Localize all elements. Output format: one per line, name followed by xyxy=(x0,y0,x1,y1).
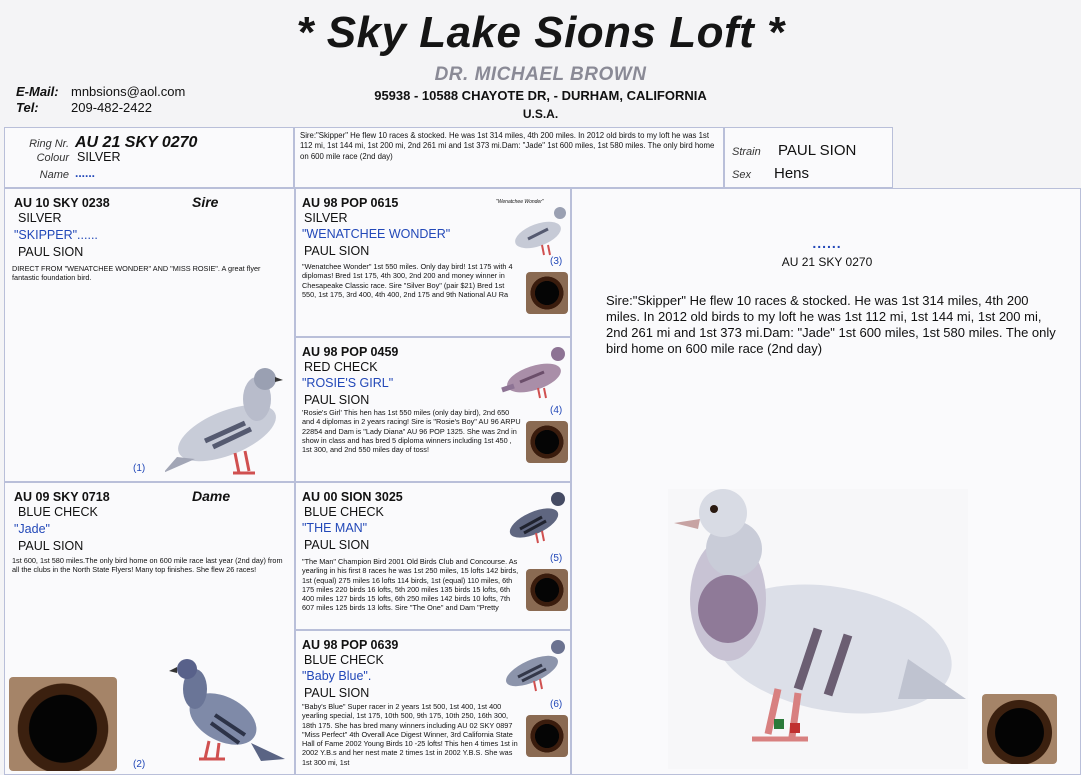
email-value[interactable]: mnbsions@aol.com xyxy=(71,84,186,99)
dam-ring: AU 09 SKY 0718 xyxy=(14,490,110,504)
summary-box xyxy=(294,127,724,188)
loft-title: * Sky Lake Sions Loft * xyxy=(296,8,785,57)
strain-value: PAUL SION xyxy=(778,142,857,159)
gp4-ring: AU 98 POP 0639 xyxy=(302,638,399,652)
dam-eye-image xyxy=(9,677,117,771)
owner-name: DR. MICHAEL BROWN xyxy=(434,64,647,85)
gp1-pigeon-image xyxy=(508,203,570,259)
main-pigeon-image xyxy=(668,489,968,769)
sire-card xyxy=(4,188,295,482)
main-eye-image xyxy=(982,694,1057,764)
gp4-breeder: PAUL SION xyxy=(304,686,370,700)
summary-text: Sire:"Skipper" He flew 10 races & stocked. He was 1st 314 miles, 4th 200 miles. In 2012 old birds to my loft he was 1st 112 mi, 1st 144 mi, 1st 200 mi, 2nd 261 mi and 1st 373 mi.Dam: "Jade" 1st 600 miles, 1st 580 miles. The only bird home on 600 mile race (2nd day) xyxy=(300,131,715,161)
grandparent-card xyxy=(295,482,571,630)
dam-color: BLUE CHECK xyxy=(18,505,98,519)
loft-country: U.S.A. xyxy=(522,107,559,121)
gp1-breeder: PAUL SION xyxy=(304,244,370,258)
ring-label: Ring Nr. xyxy=(29,138,69,150)
sire-pigeon-image xyxy=(165,361,290,479)
dam-card xyxy=(4,482,295,775)
sire-breeder: PAUL SION xyxy=(18,245,84,259)
gp2-pigeon-image xyxy=(496,340,570,404)
email-label: E-Mail: xyxy=(16,84,59,99)
dam-pigeon-image xyxy=(165,655,290,773)
grandparent-card xyxy=(295,188,571,337)
grandparent-card xyxy=(295,337,571,482)
colour-label: Colour xyxy=(36,152,69,164)
gp1-color: SILVER xyxy=(304,211,348,225)
dam-role: Dame xyxy=(192,488,231,504)
sire-ring: AU 10 SKY 0238 xyxy=(14,196,110,210)
ring-number: AU 21 SKY 0270 xyxy=(75,134,198,151)
strain-label: Strain xyxy=(732,146,761,158)
loft-address: 95938 - 10588 CHAYOTE DR, - DURHAM, CALIFORNIA xyxy=(374,88,707,103)
gp4-name: "Baby Blue". xyxy=(302,669,372,683)
gp2-description: 'Rosie's Girl' This hen has 1st 550 miles (only day bird), 2nd 650 and 4 diplomas in 2 years racing! Sire is "Rosie's Boy" AU 96 ARPU 22854 and Dam is "Lady Diana" AU 96 POP 1325. She was 2nd in show in class and has bred 5 diploma winners including 1st 450 , 1st 300, and 2nd 550 miles day of toss! xyxy=(302,408,521,455)
bird-info-box xyxy=(4,127,294,188)
gp1-ring: AU 98 POP 0615 xyxy=(302,196,399,210)
main-bird-name: ...... xyxy=(812,235,842,251)
main-bird-ring: AU 21 SKY 0270 xyxy=(781,255,873,269)
gp3-description: "The Man" Champion Bird 2001 Old Birds Club and Concourse. As yearling in his first 8 races he was 1st 250 miles, 15 lofts 142 birds, 1st (equal) 275 miles 16 lofts 114 birds, 1st (equal) 110 miles, 6th 175 miles 220 birds 16 lofts, 5th 200 miles 135 birds 15 lofts, 6th 400 miles 127 birds 15 lofts, 6th 250 miles 142 birds 10 lofts, 7th 607 miles 125 birds 13 lofts. Sire "The One" and Dam "Pretty xyxy=(302,557,519,613)
gp3-photo-number: (5) xyxy=(550,553,563,564)
gp4-description: "Baby's Blue" Super racer in 2 years 1st 500, 1st 400, 1st 400 yearling special, 1st 175, 10th 500, 9th 175, 10th 250, 16th 300, 18th 175. She has bred many winners including AU 02 SKY 0897 "Miss Perfect" 4th Overall Ace Digest Winner, 3rd California State Hall of Fame 2002 Young Birds 10 -25 lofts! This hen 4 times 1st in 2002 Y.B.s and her nest mate 2 times 1st in 2002 Y.B.S. She was 1st 300 mi, 1st xyxy=(302,702,518,767)
main-bird-summary: Sire:"Skipper" He flew 10 races & stocked. He was 1st 314 miles, 4th 200 miles. In 2012 old birds to my loft he was 1st 112 mi, 1st 144 mi, 1st 200 mi, 2nd 261 mi and 1st 373 mi.Dam: "Jade" 1st 600 miles, 1st 580 miles. The only bird home on 600 mile race (2nd day) xyxy=(606,293,1056,356)
dam-breeder: PAUL SION xyxy=(18,539,84,553)
grandparent-card xyxy=(295,630,571,775)
sex-label: Sex xyxy=(732,169,751,181)
gp4-photo-number: (6) xyxy=(550,699,563,710)
name-value: ...... xyxy=(75,166,96,180)
tel-value: 209-482-2422 xyxy=(71,100,152,115)
gp4-pigeon-image xyxy=(498,633,570,697)
sire-name: "SKIPPER"...... xyxy=(14,228,98,242)
name-label: Name xyxy=(39,169,69,181)
gp1-description: "Wenatchee Wonder" 1st 550 miles. Only day bird! 1st 175 with 4 diplomas! Bred 1st 175, 4th 300, 2nd 200 and money winner in Chesapeake Classic race. Sire "Silver Boy" (pair $21) Bred 1st 550, 1st 175, 3rd 400, 4th 400, 2nd 175 and 9th National AU Ra xyxy=(302,262,513,299)
gp3-color: BLUE CHECK xyxy=(304,505,384,519)
gp2-photo-number: (4) xyxy=(550,405,563,416)
sex-value: Hens xyxy=(774,165,810,182)
gp2-color: RED CHECK xyxy=(304,360,378,374)
gp3-eye-image xyxy=(526,569,568,611)
gp2-name: "ROSIE'S GIRL" xyxy=(302,376,394,390)
sire-role: Sire xyxy=(192,194,219,210)
gp3-pigeon-image xyxy=(502,485,570,549)
gp2-breeder: PAUL SION xyxy=(304,393,370,407)
gp1-name: "WENATCHEE WONDER" xyxy=(302,227,451,241)
sire-color: SILVER xyxy=(18,211,62,225)
dam-description: 1st 600, 1st 580 miles.The only bird home on 600 mile race last year (2nd day) from all the clubs in the North State Flyers! Many top finishes. She flew 26 races! xyxy=(12,556,283,575)
gp2-eye-image xyxy=(526,421,568,463)
sire-description: DIRECT FROM "WENATCHEE WONDER" AND "MISS ROSIE". A great flyer fantastic foundation bird. xyxy=(12,264,261,283)
main-bird-panel xyxy=(571,188,1081,775)
gp1-eye-image xyxy=(526,272,568,314)
gp1-photo-number: (3) xyxy=(550,256,563,267)
dam-photo-number: (2) xyxy=(133,759,146,770)
strain-box xyxy=(724,127,893,188)
dam-name: "Jade" xyxy=(14,522,50,536)
colour-value: SILVER xyxy=(77,150,121,164)
gp1-photo-caption: "Wenatchee Wonder" xyxy=(496,199,544,205)
sire-photo-number: (1) xyxy=(133,463,146,474)
gp4-color: BLUE CHECK xyxy=(304,653,384,667)
gp3-name: "THE MAN" xyxy=(302,521,368,535)
gp3-breeder: PAUL SION xyxy=(304,538,370,552)
gp4-eye-image xyxy=(526,715,568,757)
gp3-ring: AU 00 SION 3025 xyxy=(302,490,403,504)
tel-label: Tel: xyxy=(16,100,39,115)
gp2-ring: AU 98 POP 0459 xyxy=(302,345,399,359)
